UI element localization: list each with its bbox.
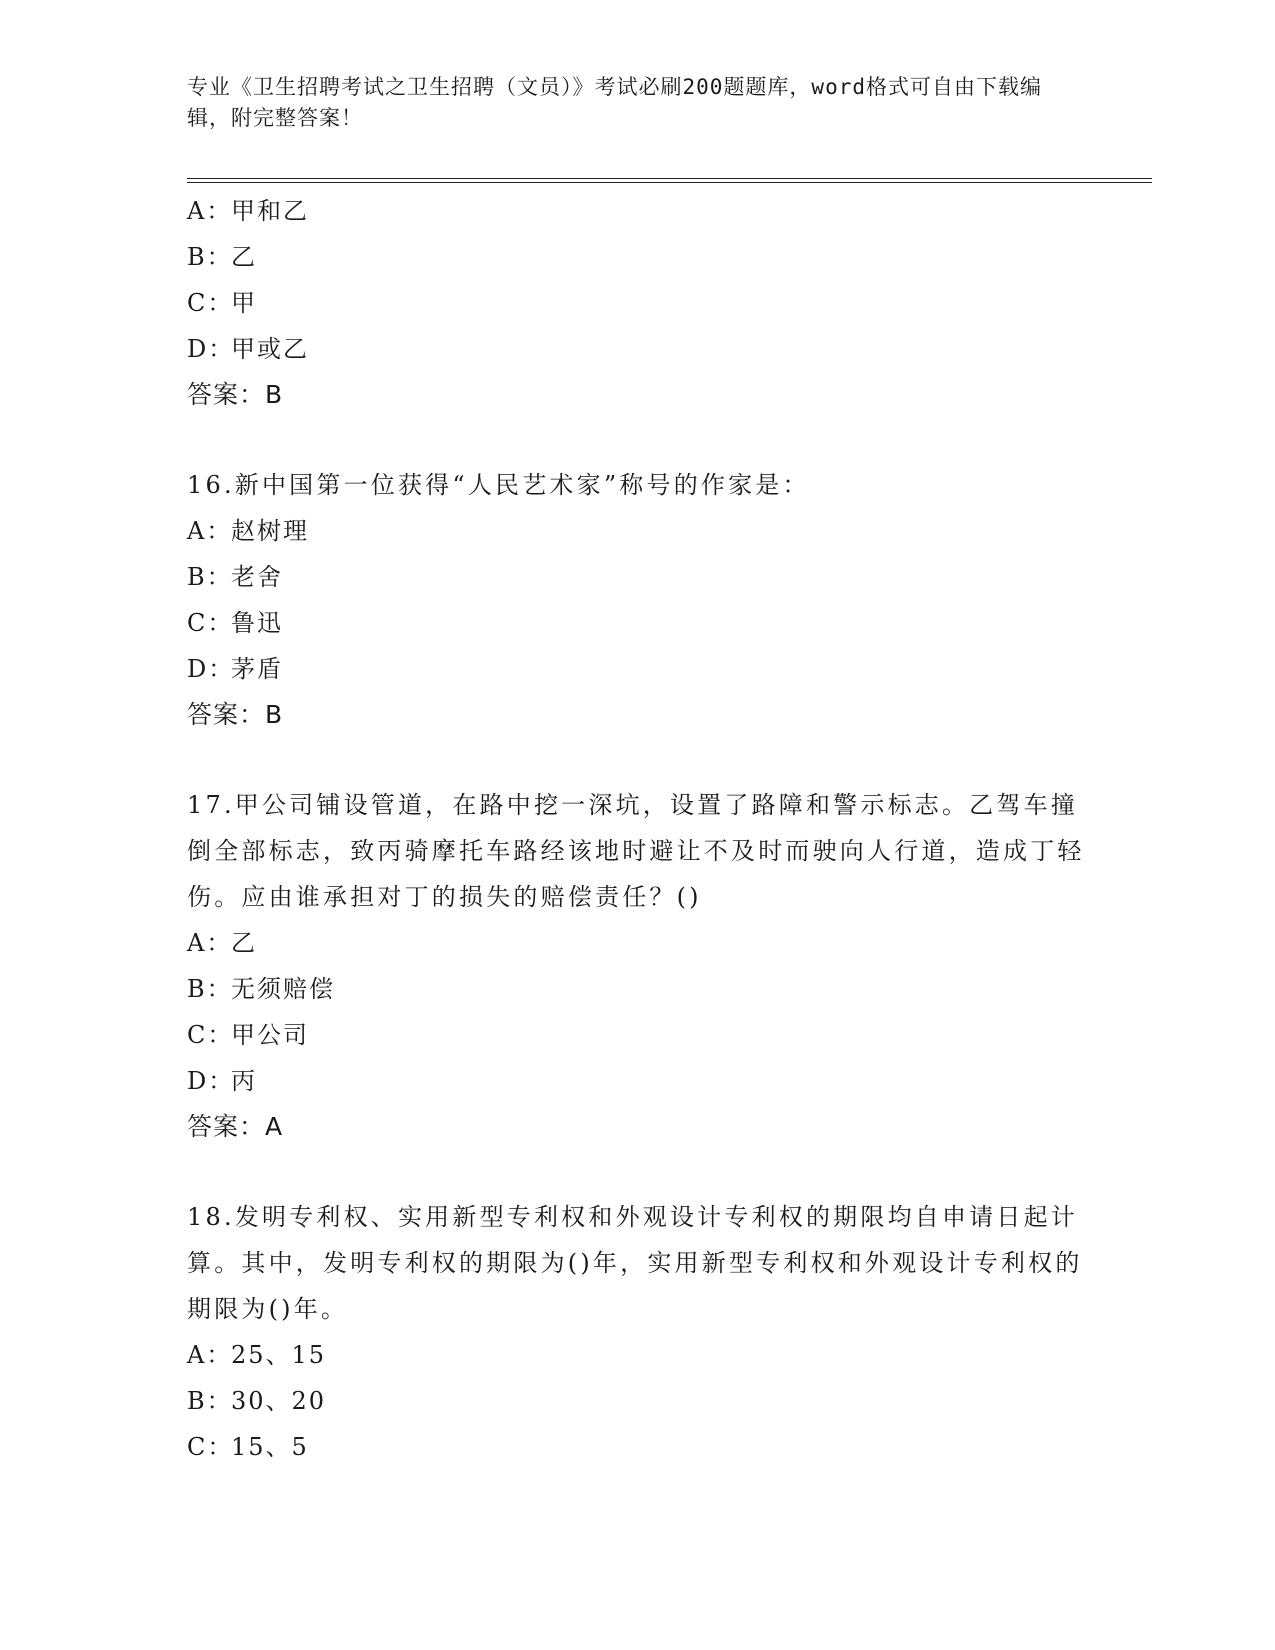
- option-text: 甲或乙: [231, 335, 309, 363]
- option-key: A：: [187, 1341, 233, 1369]
- option-key: B：: [187, 975, 233, 1003]
- option-key: A：: [187, 929, 233, 957]
- option-text: 甲公司: [231, 1021, 309, 1049]
- question-block: [187, 782, 1087, 1150]
- question-text: 17.甲公司铺设管道，在路中挖一深坑，设置了路障和警示标志。乙驾车撞倒全部标志，致丙骑摩托车路经该地时避让不及时而驶向人行道，造成丁轻伤。应由谁承担对丁的损失的赔偿责任？(): [187, 791, 1085, 911]
- option-key: C：: [187, 289, 234, 317]
- option-b: [187, 554, 1087, 600]
- header-divider-top: [187, 178, 1152, 179]
- question-block: [187, 1194, 1087, 1470]
- option-a: [187, 920, 1087, 966]
- option-text: 25、15: [231, 1341, 327, 1369]
- option-key: D：: [187, 655, 235, 683]
- option-d: [187, 646, 1087, 692]
- option-key: A：: [187, 197, 233, 225]
- option-key: C：: [187, 1433, 234, 1461]
- option-a: [187, 1332, 1087, 1378]
- option-b: [187, 1378, 1087, 1424]
- option-key: B：: [187, 1387, 233, 1415]
- option-key: C：: [187, 1021, 234, 1049]
- option-text: 茅盾: [231, 655, 283, 683]
- option-b: [187, 234, 1087, 280]
- option-text: 无须赔偿: [231, 975, 335, 1003]
- option-c: [187, 600, 1087, 646]
- option-key: D：: [187, 335, 235, 363]
- answer-line: 答案：B: [187, 380, 284, 409]
- question-block: [187, 462, 1087, 738]
- option-b: [187, 966, 1087, 1012]
- option-text: 赵树理: [231, 517, 309, 545]
- option-text: 甲和乙: [231, 197, 309, 225]
- option-d: [187, 326, 1087, 372]
- page-header: 专业《卫生招聘考试之卫生招聘（文员）》考试必刷200题题库，word格式可自由下载编辑，附完整答案！: [187, 75, 1042, 130]
- option-text: 鲁迅: [231, 609, 283, 637]
- option-c: [187, 1012, 1087, 1058]
- option-key: B：: [187, 563, 233, 591]
- option-text: 乙: [231, 929, 257, 957]
- option-text: 甲: [231, 289, 257, 317]
- question-block: [187, 188, 1087, 418]
- option-text: 丙: [231, 1067, 257, 1095]
- header-divider-bottom: [187, 182, 1152, 183]
- option-a: [187, 188, 1087, 234]
- option-text: 乙: [231, 243, 257, 271]
- answer-line: 答案：B: [187, 700, 284, 729]
- option-d: [187, 1058, 1087, 1104]
- option-text: 老舍: [231, 563, 283, 591]
- option-text: 30、20: [231, 1387, 327, 1415]
- question-text: 18.发明专利权、实用新型专利权和外观设计专利权的期限均自申请日起计算。其中，发明专利权的期限为()年，实用新型专利权和外观设计专利权的期限为()年。: [187, 1203, 1083, 1323]
- option-key: A：: [187, 517, 233, 545]
- option-c: [187, 280, 1087, 326]
- option-key: B：: [187, 243, 233, 271]
- option-key: C：: [187, 609, 234, 637]
- option-key: D：: [187, 1067, 235, 1095]
- option-a: [187, 508, 1087, 554]
- option-text: 15、5: [231, 1433, 309, 1461]
- answer-line: 答案：A: [187, 1112, 284, 1141]
- question-list: [187, 188, 1087, 1470]
- question-text: 16.新中国第一位获得“人民艺术家”称号的作家是：: [187, 471, 810, 499]
- option-c: [187, 1424, 1087, 1470]
